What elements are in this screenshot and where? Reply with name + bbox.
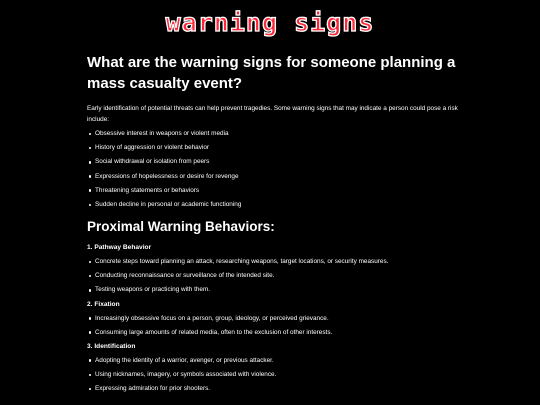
list-item: History of aggression or violent behavior [87,144,459,152]
banner-title: warning signs [165,8,375,37]
identification-list [87,357,459,393]
list-item: Increasingly obsessive focus on a person, group, ideology, or perceived grievance. [87,315,459,323]
list-item: Sudden decline in personal or academic functioning [87,201,459,209]
article-intro: Early identification of potential threats can help prevent tragedies. Some warning signs that may indicate a person could pose a risk include: [87,105,458,123]
warning-signs-list [87,130,459,209]
list-item: Conducting reconnaissance or surveillance of the intended site. [87,272,459,280]
list-item: Obsessive interest in weapons or violent media [87,130,459,138]
article-title: What are the warning signs for someone planning a mass casualty event? [87,54,456,92]
article [87,52,459,399]
list-item: Concrete steps toward planning an attack, researching weapons, target locations, or security measures. [87,258,459,266]
list-item: Testing weapons or practicing with them. [87,286,459,294]
subsection-heading-fixation: 2. Fixation [87,300,120,308]
list-item: Expressing admiration for prior shooters. [87,385,459,393]
subsection-heading-pathway: 1. Pathway Behavior [87,243,152,251]
fixation-list [87,315,459,337]
section-heading: Proximal Warning Behaviors: [87,218,275,234]
list-item: Expressions of hopelessness or desire for revenge [87,173,459,181]
list-item: Social withdrawal or isolation from peers [87,158,459,166]
list-item: Threatening statements or behaviors [87,187,459,195]
list-item: Using nicknames, imagery, or symbols associated with violence. [87,371,459,379]
header-banner [0,6,540,40]
list-item: Consuming large amounts of related media, often to the exclusion of other interests. [87,329,459,337]
pathway-list [87,258,459,294]
subsection-heading-identification: 3. Identification [87,342,136,350]
list-item: Adopting the identity of a warrior, avenger, or previous attacker. [87,357,459,365]
